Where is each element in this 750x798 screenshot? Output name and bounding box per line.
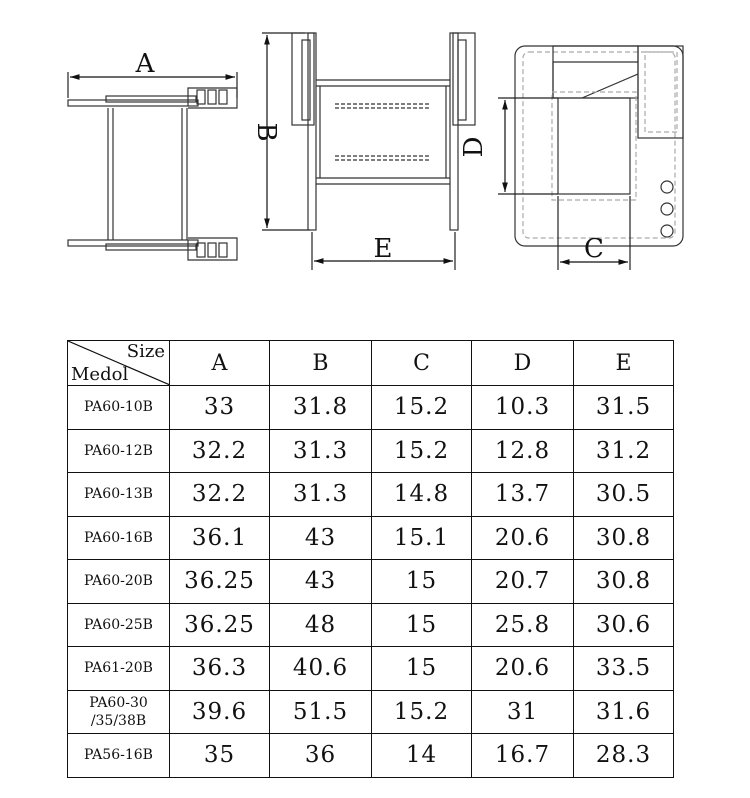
table-row <box>68 690 674 734</box>
dim-label-d: D <box>459 136 489 158</box>
value-d: 20.7 <box>472 560 574 604</box>
table-row <box>68 473 674 517</box>
value-d: 25.8 <box>472 603 574 647</box>
value-a: 33 <box>170 386 270 430</box>
value-a: 32.2 <box>170 429 270 473</box>
column-header-e: E <box>574 341 674 386</box>
value-e: 33.5 <box>574 647 674 691</box>
table-row <box>68 603 674 647</box>
model-cell: PA61-20B <box>68 647 170 691</box>
value-d: 20.6 <box>472 647 574 691</box>
column-header-b: B <box>270 341 372 386</box>
dim-label-b: B <box>251 122 281 142</box>
value-c: 15.1 <box>372 516 472 560</box>
value-a: 39.6 <box>170 690 270 734</box>
value-b: 36 <box>270 734 372 778</box>
value-e: 30.8 <box>574 560 674 604</box>
value-a: 36.1 <box>170 516 270 560</box>
value-a: 32.2 <box>170 473 270 517</box>
dim-label-a: A <box>135 49 155 79</box>
model-cell: PA60-20B <box>68 560 170 604</box>
table-row <box>68 386 674 430</box>
value-a: 36.3 <box>170 647 270 691</box>
dim-label-e: E <box>373 234 393 264</box>
model-cell: PA60-25B <box>68 603 170 647</box>
value-e: 31.6 <box>574 690 674 734</box>
model-cell: PA60-13B <box>68 473 170 517</box>
value-e: 30.8 <box>574 516 674 560</box>
value-b: 40.6 <box>270 647 372 691</box>
value-e: 31.2 <box>574 429 674 473</box>
table-row <box>68 647 674 691</box>
model-line-2: /35/38B <box>90 712 147 729</box>
value-b: 31.3 <box>270 429 372 473</box>
value-a: 36.25 <box>170 560 270 604</box>
value-b: 31.3 <box>270 473 372 517</box>
value-c: 15.2 <box>372 690 472 734</box>
dim-label-c: C <box>584 234 604 264</box>
model-cell: PA60-16B <box>68 516 170 560</box>
value-e: 30.5 <box>574 473 674 517</box>
value-b: 31.8 <box>270 386 372 430</box>
value-b: 43 <box>270 516 372 560</box>
value-b: 48 <box>270 603 372 647</box>
model-cell <box>68 690 170 734</box>
value-e: 28.3 <box>574 734 674 778</box>
value-d: 12.8 <box>472 429 574 473</box>
value-d: 16.7 <box>472 734 574 778</box>
corner-size-label: Size <box>126 341 165 362</box>
value-e: 31.5 <box>574 386 674 430</box>
corner-model-label: Medol <box>71 364 129 385</box>
dimension-table <box>67 340 674 778</box>
value-b: 43 <box>270 560 372 604</box>
table-header-row <box>68 341 674 386</box>
model-cell: PA56-16B <box>68 734 170 778</box>
value-c: 15 <box>372 560 472 604</box>
column-header-c: C <box>372 341 472 386</box>
bobbin-drawings <box>0 0 750 300</box>
front-view <box>262 33 475 270</box>
value-c: 15.2 <box>372 429 472 473</box>
column-header-a: A <box>170 341 270 386</box>
value-e: 30.6 <box>574 603 674 647</box>
model-line-1: PA60-30 <box>89 694 148 711</box>
value-c: 15 <box>372 603 472 647</box>
side-view <box>68 72 237 260</box>
value-c: 15 <box>372 647 472 691</box>
model-cell: PA60-12B <box>68 429 170 473</box>
table-row <box>68 560 674 604</box>
value-c: 14.8 <box>372 473 472 517</box>
table-row <box>68 516 674 560</box>
value-d: 31 <box>472 690 574 734</box>
value-a: 35 <box>170 734 270 778</box>
value-d: 20.6 <box>472 516 574 560</box>
value-b: 51.5 <box>270 690 372 734</box>
value-d: 13.7 <box>472 473 574 517</box>
value-a: 36.25 <box>170 603 270 647</box>
column-header-d: D <box>472 341 574 386</box>
model-cell: PA60-10B <box>68 386 170 430</box>
value-c: 15.2 <box>372 386 472 430</box>
value-c: 14 <box>372 734 472 778</box>
table-row <box>68 734 674 778</box>
table-row <box>68 429 674 473</box>
value-d: 10.3 <box>472 386 574 430</box>
table-corner-cell <box>68 341 170 386</box>
